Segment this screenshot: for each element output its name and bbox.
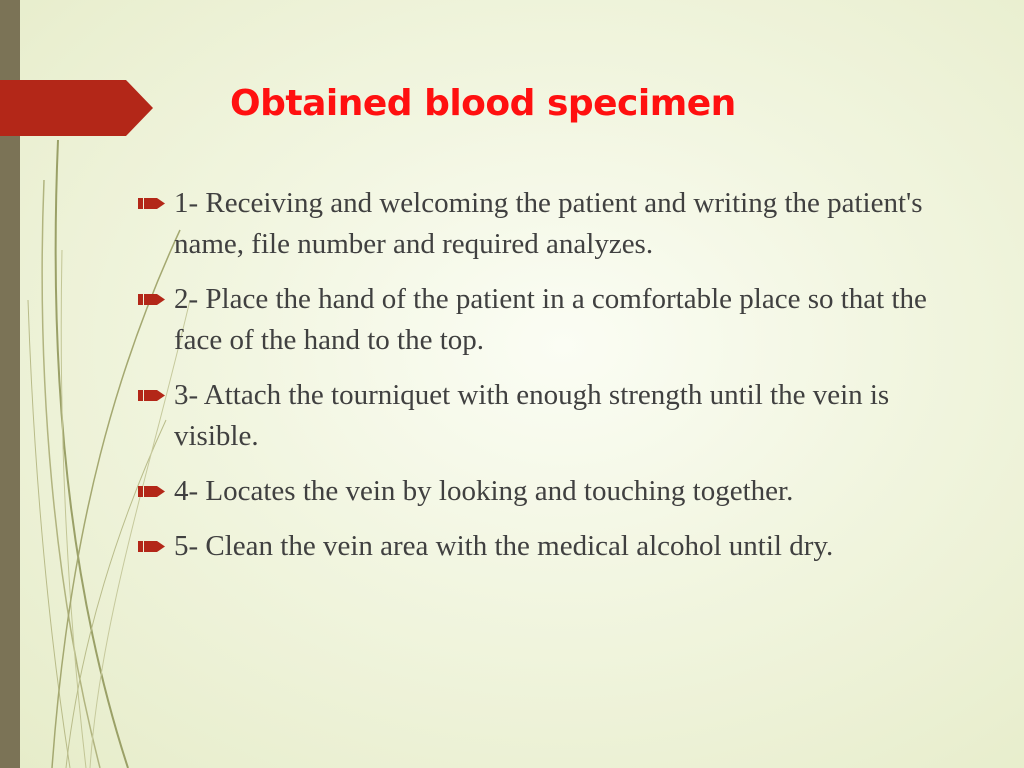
list-item <box>140 471 940 512</box>
bullet-text: 3- Attach the tourniquet with enough strength until the vein is visible. <box>174 379 890 452</box>
slide-title: Obtained blood specimen <box>230 83 736 124</box>
bullet-list <box>140 183 940 581</box>
list-item <box>140 183 940 265</box>
bullet-text: 1- Receiving and welcoming the patient and writing the patient's name, file number and required analyzes. <box>174 187 923 260</box>
pencil-icon <box>138 292 165 307</box>
pencil-icon <box>138 196 165 211</box>
list-item <box>140 526 940 567</box>
list-item <box>140 279 940 361</box>
pencil-icon <box>138 539 165 554</box>
bullet-text: 2- Place the hand of the patient in a comfortable place so that the face of the hand to the top. <box>174 283 927 356</box>
bullet-text: 5- Clean the vein area with the medical alcohol until dry. <box>174 530 834 562</box>
list-item <box>140 375 940 457</box>
pencil-icon <box>138 388 165 403</box>
pencil-icon <box>138 484 165 499</box>
title-arrow-banner <box>0 80 153 136</box>
bullet-text: 4- Locates the vein by looking and touching together. <box>174 475 794 507</box>
